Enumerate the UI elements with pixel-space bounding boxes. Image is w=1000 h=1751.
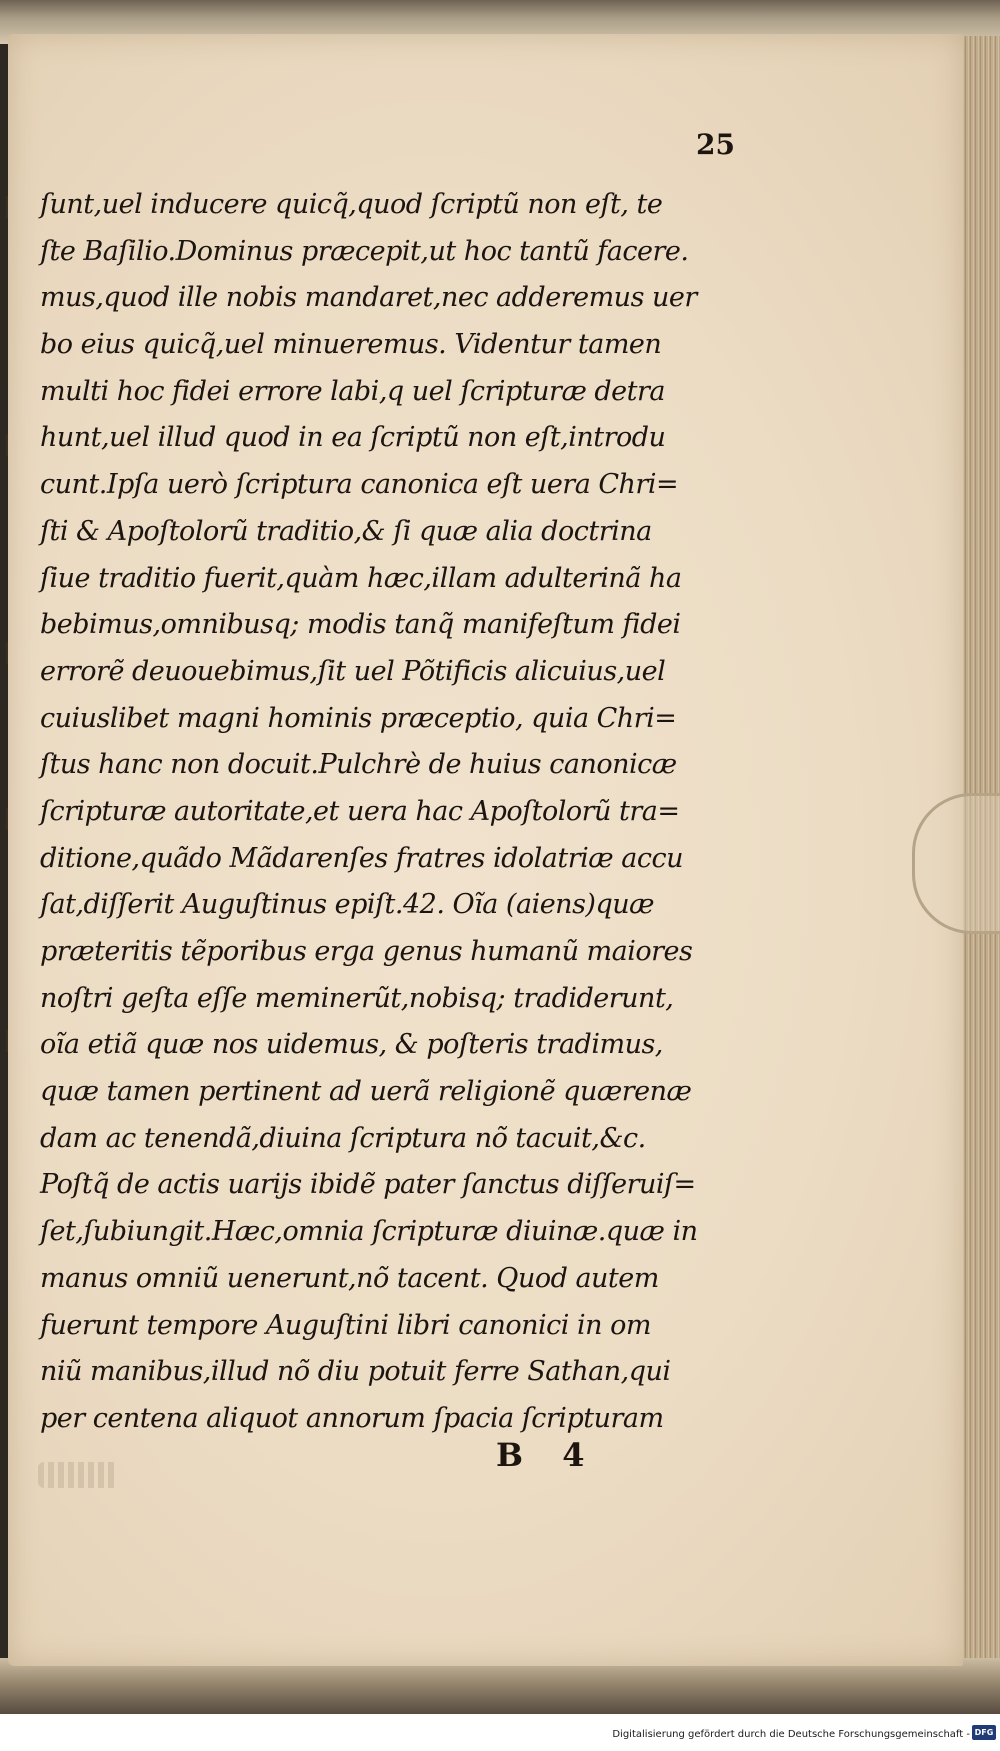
text-line: errorẽ deuouebimus,ſit uel Põtificis alicuius,uel [40, 655, 666, 687]
funding-credit: Digitalisierung gefördert durch die Deutsche Forschungsgemeinschaft - [612, 1729, 970, 1740]
text-line: per centena aliquot annorum ſpacia ſcripturam [40, 1402, 664, 1434]
text-line: ſet,ſubiungit.Hæc,omnia ſcripturæ diuinæ.quæ in [40, 1216, 698, 1248]
text-line: ſte Baſilio.Dominus præcepit,ut hoc tantũ facere. [40, 235, 689, 267]
text-line: niũ manibus,illud nõ diu potuit ferre Sathan,qui [40, 1356, 671, 1388]
text-line: ſti & Apoſtolorũ traditio,& ſi quæ alia doctrina [40, 515, 652, 547]
bottom-page-edge [0, 1658, 1000, 1714]
text-line: bo eius quicq̃,uel minueremus. Videntur tamen [40, 329, 662, 361]
signature-mark: B 4 [496, 1436, 599, 1474]
text-line: oĩa etiã quæ nos uidemus, & poſteris tradimus, [40, 1029, 663, 1061]
dfg-logo: DFG [972, 1725, 996, 1740]
text-line: Poſtq̃ de actis uarijs ibidẽ pater ſanctus diſſeruiſ= [40, 1169, 696, 1201]
text-line: ditione,quãdo Mãdarenſes fratres idolatriæ accu [40, 842, 683, 874]
text-line: hunt,uel illud quod in ea ſcriptũ non eſt,introdu [40, 422, 666, 454]
text-line: ſat,diſſerit Auguſtinus epiſt.42. Oĩa (aiens)quæ [40, 889, 655, 921]
text-line: multi hoc fidei errore labi,q uel ſcripturæ detra [40, 375, 666, 407]
text-line: ſcripturæ autoritate,et uera hac Apoſtolorũ tra= [40, 795, 680, 827]
text-line: cuiuslibet magni hominis præceptio, quia Chri= [40, 702, 677, 734]
text-line: ſiue traditio fuerit,quàm hæc,illam adulterinã ha [40, 562, 682, 594]
text-line: dam ac tenendã,diuina ſcriptura nõ tacuit,&c. [40, 1122, 646, 1154]
text-line: ſunt,uel inducere quicq̃,quod ſcriptũ non eſt, te [40, 189, 663, 220]
text-line: bebimus,omnibusq; modis tanq̃ manifeſtum fidei [40, 609, 681, 641]
text-line: præteritis tẽporibus erga genus humanũ maiores [40, 936, 693, 967]
page-number: 25 [696, 128, 735, 161]
text-line: cunt.Ipſa uerò ſcriptura canonica eſt uera Chri= [40, 469, 679, 501]
text-line: fuerunt tempore Auguſtini libri canonici in om [40, 1309, 651, 1341]
bleed-through-mark [38, 1462, 118, 1488]
body-text [40, 182, 740, 1443]
text-line: noſtri geſta eſſe meminerũt,nobisq; tradiderunt, [40, 982, 674, 1014]
text-line: ſtus hanc non docuit.Pulchrè de huius canonicæ [40, 749, 677, 781]
text-line: quæ tamen pertinent ad uerã religionẽ quærenæ [40, 1076, 692, 1108]
text-line: mus,quod ille nobis mandaret,nec adderemus uer [40, 282, 697, 314]
text-line: manus omniũ uenerunt,nõ tacent. Quod autem [40, 1262, 659, 1294]
